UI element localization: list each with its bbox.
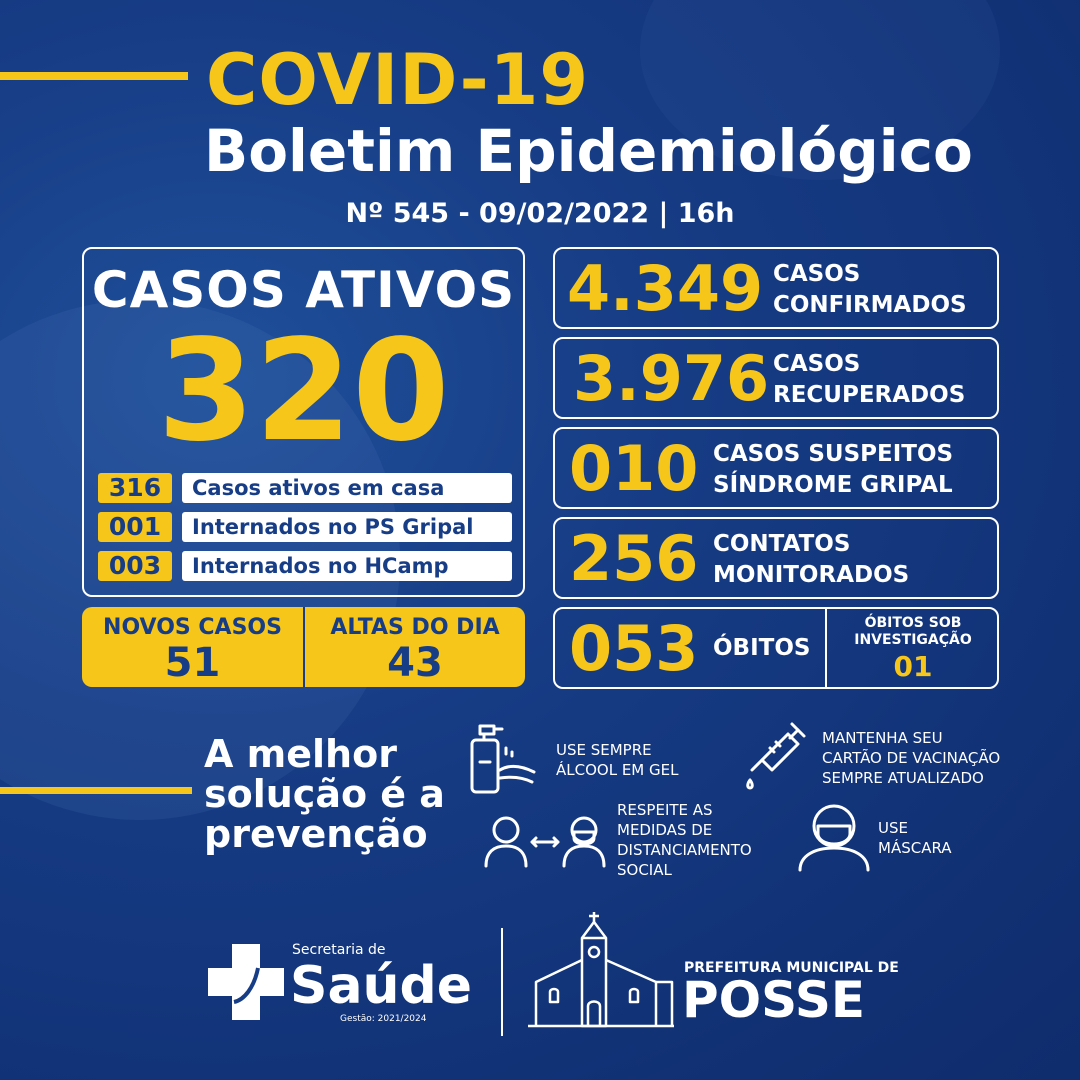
daily-summary-panel [82,607,525,687]
page-subtitle: Boletim Epidemiológico [204,117,973,185]
new-cases-value: 51 [164,640,221,686]
footer-divider [501,928,503,1036]
suspected-label: CASOS SUSPEITOS [713,441,954,467]
active-cases-value: 320 [157,310,450,473]
deaths-value: 053 [569,612,699,685]
active-row-value: 003 [98,551,172,581]
slogan [204,734,445,854]
tip-line: USE [878,819,908,837]
confirmed-value: 4.349 [567,252,764,325]
monitored-label: MONITORADOS [713,562,910,588]
confirmed-label: CONFIRMADOS [773,292,967,318]
health-cross-icon [204,940,288,1024]
tip-line: SEMPRE ATUALIZADO [822,769,984,787]
deaths-investigation-label-line: INVESTIGAÇÃO [854,632,972,648]
slogan-line: solução é a [204,772,445,816]
face-mask-icon [796,800,872,872]
tip-alcohol [556,740,678,780]
recovered-label: RECUPERADOS [773,382,966,408]
monitored-label: CONTATOS [713,531,851,557]
discharges-value: 43 [387,640,443,686]
monitored-value: 256 [569,522,699,595]
social-distance-icon [480,810,610,870]
active-row-value: 001 [98,512,172,542]
tip-line: MEDIDAS DE [617,821,713,839]
decorative-yellow-line [0,72,188,80]
tip-line: ÁLCOOL EM GEL [556,761,679,779]
syringe-icon [740,718,812,794]
decorative-yellow-line [0,787,192,794]
suspected-value: 010 [569,432,699,505]
tip-mask [878,818,952,858]
deaths-investigation-value: 01 [893,650,933,683]
church-icon [526,910,676,1028]
recovered-label: CASOS [773,351,861,377]
active-row-label: Internados no PS Gripal [182,512,512,542]
deaths-panel [553,607,999,689]
slogan-line: prevenção [204,812,428,856]
new-cases-cell [82,607,303,687]
new-cases-label: NOVOS CASOS [103,615,282,640]
hand-sanitizer-icon [466,718,546,798]
slogan-line: A melhor [204,732,397,776]
discharges-label: ALTAS DO DIA [330,615,500,640]
tip-line: SOCIAL [617,861,672,879]
city-hall-small: PREFEITURA MUNICIPAL DE [684,960,899,976]
tip-line: MANTENHA SEU [822,729,943,747]
active-cases-panel [82,247,525,597]
page-title: COVID-19 [206,39,590,121]
tip-line: MÁSCARA [878,839,952,857]
deaths-investigation-label [827,615,999,649]
health-term: Gestão: 2021/2024 [340,1014,427,1024]
monitored-panel [553,517,999,599]
tip-line: USE SEMPRE [556,741,652,759]
recovered-panel [553,337,999,419]
active-row-label: Casos ativos em casa [182,473,512,503]
discharges-cell [305,607,525,687]
deaths-investigation-label-line: ÓBITOS SOB [864,615,962,631]
bulletin-info: Nº 545 - 09/02/2022 | 16h [345,198,735,229]
tip-line: RESPEITE AS [617,801,713,819]
recovered-value: 3.976 [573,342,770,415]
confirmed-label: CASOS [773,261,861,287]
tip-vaccine [822,728,1000,788]
suspected-label: SÍNDROME GRIPAL [713,472,953,498]
active-cases-label: CASOS ATIVOS [91,261,516,319]
city-hall-name: POSSE [682,971,866,1029]
active-row-value: 316 [98,473,172,503]
health-secretariat-name: Saúde [290,956,473,1016]
tip-line: CARTÃO DE VACINAÇÃO [822,749,1001,767]
health-secretariat-small: Secretaria de [292,942,386,958]
confirmed-panel [553,247,999,329]
suspected-panel [553,427,999,509]
active-row-label: Internados no HCamp [182,551,512,581]
tip-line: DISTANCIAMENTO [617,841,752,859]
tip-distance [617,800,752,880]
deaths-label: ÓBITOS [713,635,811,661]
